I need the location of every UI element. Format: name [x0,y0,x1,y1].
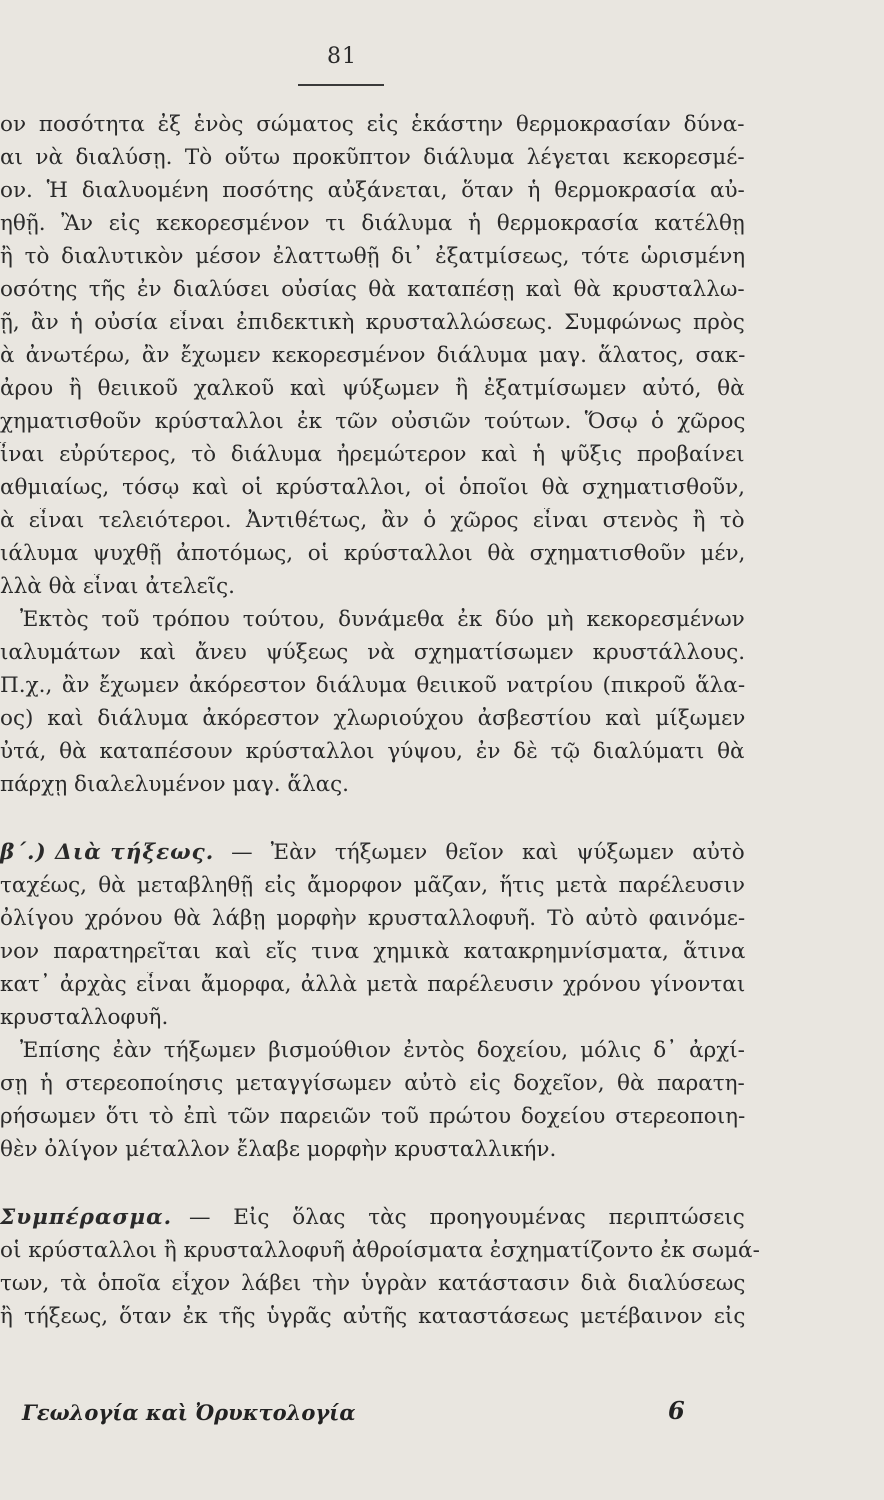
text-line: Π.χ., ἂν ἔχωμεν ἀκόρεστον διάλυμα θειικοῦ νατρίου (πικροῦ ἅλα- [0,673,746,698]
text-line: ος) καὶ διάλυμα ἀκόρεστον χλωριούχου ἀσβεστίου καὶ μίξωμεν [0,706,746,731]
text-line: των, τὰ ὁποῖα εἶχον λάβει τὴν ὑγρὰν κατάστασιν διὰ διαλύσεως [0,1271,746,1296]
text-line: ον ποσότητα ἐξ ἑνὸς σώματος εἰς ἑκάστην θερμοκρασίαν δύνα- [0,112,745,137]
text-line: ἢ τὸ διαλυτικὸν μέσον ἐλαττωθῇ δι᾽ ἐξατμίσεως, τότε ὡρισμένη [0,244,746,269]
text-line: θὲν ὀλίγον μέταλλον ἔλαβε μορφὴν κρυσταλλικήν. [0,1137,557,1162]
text-line: κρυσταλλοφυῆ. [0,1005,169,1030]
section-heading-line: β´.) Διὰ τήξεως. — Ἐὰν τήξωμεν θεῖον καὶ ψύξωμεν αὐτὸ [0,840,745,865]
text-line: χηματισθοῦν κρύσταλλοι ἐκ τῶν οὐσιῶν τούτων. Ὅσῳ ὁ χῶρος [0,409,746,434]
text-line: ὰ ἀνωτέρω, ἂν ἔχωμεν κεκορεσμένον διάλυμα μαγ. ἅλατος, σακ- [0,343,746,368]
text-line: ἢ τήξεως, ὅταν ἐκ τῆς ὑγρᾶς αὐτῆς καταστάσεως μετέβαινον εἰς [0,1304,746,1329]
text-line: ηθῇ. Ἂν εἰς κεκορεσμένον τι διάλυμα ἡ θερμοκρασία κατέλθῃ [0,211,745,236]
text-line: ιαλυμάτων καὶ ἄνευ ψύξεως νὰ σχηματίσωμεν κρυστάλλους. [0,640,746,665]
page-number: 81 [327,44,357,69]
text-line: ταχέως, θὰ μεταβληθῇ εἰς ἄμορφον μᾶζαν, ἥτις μετὰ παρέλευσιν [0,873,745,898]
footer-title: Γεωλογία καὶ Ὀρυκτολογία [22,1400,356,1425]
text-line: ρήσωμεν ὅτι τὸ ἐπὶ τῶν παρειῶν τοῦ πρώτου δοχείου στερεοποιη- [0,1104,746,1129]
text-line: πάρχῃ διαλελυμένον μαγ. ἅλας. [0,772,349,797]
section-heading: β´.) Διὰ τήξεως. [0,840,215,865]
text-line: ὀλίγου χρόνου θὰ λάβῃ μορφὴν κρυσταλλοφυῆ. Τὸ αὐτὸ φαινόμε- [0,906,746,931]
text-line: ὐτά, θὰ καταπέσουν κρύσταλλοι γύψου, ἐν δὲ τῷ διαλύματι θὰ [0,739,745,764]
text-line: νον παρατηρεῖται καὶ εἴς τινα χημικὰ κατακρημνίσματα, ἅτινα [0,939,746,964]
text-line: ἶναι εὐρύτερος, τὸ διάλυμα ἠρεμώτερον καὶ ἡ ψῦξις προβαίνει [0,442,745,467]
text-line: ὰ εἶναι τελειότεροι. Ἀντιθέτως, ἂν ὁ χῶρος εἶναι στενὸς ἢ τὸ [0,508,745,533]
section-heading-line: Συμπέρασμα. — Εἰς ὅλας τὰς προηγουμένας περιπτώσεις [0,1205,745,1230]
text-line: Ἐκτὸς τοῦ τρόπου τούτου, δυνάμεθα ἐκ δύο μὴ κεκορεσμένων [20,607,745,632]
text-line: Ἐπίσης ἐὰν τήξωμεν βισμούθιον ἐντὸς δοχείου, μόλις δ᾽ ἀρχί- [20,1038,745,1063]
text-line: ον. Ἡ διαλυομένη ποσότης αὐξάνεται, ὅταν ἡ θερμοκρασία αὐ- [0,178,745,203]
text-line: ιάλυμα ψυχθῇ ἀποτόμως, οἱ κρύσταλλοι θὰ σχηματισθοῦν μέν, [0,541,746,566]
text-line: κατ᾽ ἀρχὰς εἶναι ἄμορφα, ἀλλὰ μετὰ παρέλευσιν χρόνου γίνονται [0,972,746,997]
text-line: οἱ κρύσταλλοι ἢ κρυσταλλοφυῆ ἀθροίσματα ἐσχηματίζοντο ἐκ σωμά- [0,1238,760,1263]
page-number-rule [298,84,384,86]
section-heading: Συμπέρασμα. [0,1205,173,1230]
text-line: αθμιαίως, τόσῳ καὶ οἱ κρύσταλλοι, οἱ ὁποῖοι θὰ σχηματισθοῦν, [0,475,745,500]
text-line: αι νὰ διαλύσῃ. Τὸ οὕτω προκῦπτον διάλυμα λέγεται κεκορεσμέ- [0,145,745,170]
text-line: λλὰ θὰ εἶναι ἀτελεῖς. [0,574,235,599]
text-line: ῇ, ἂν ἡ οὐσία εἶναι ἐπιδεκτικὴ κρυσταλλώσεως. Συμφώνως πρὸς [0,310,745,335]
text-line: ἀρου ἢ θειικοῦ χαλκοῦ καὶ ψύξωμεν ἢ ἐξατμίσωμεν αὐτό, θὰ [0,376,745,401]
text-line: οσότης τῆς ἐν διαλύσει οὐσίας θὰ καταπέσῃ καὶ θὰ κρυσταλλω- [0,277,745,302]
text-line: σῃ ἡ στερεοποίησις μεταγγίσωμεν αὐτὸ εἰς δοχεῖον, θὰ παρατη- [0,1071,745,1096]
footer-signature-number: 6 [668,1396,685,1425]
